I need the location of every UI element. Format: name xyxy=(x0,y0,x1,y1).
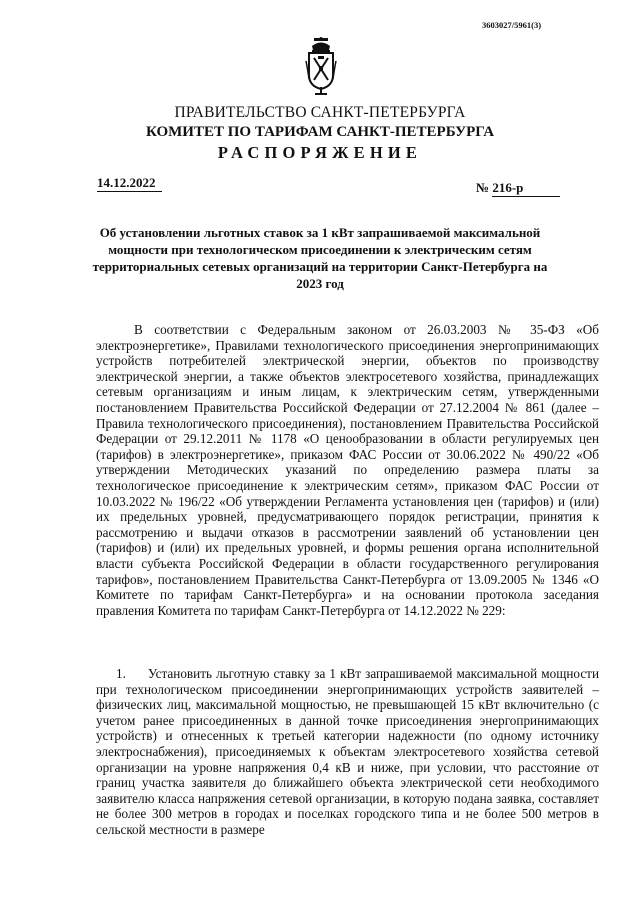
order-type-title: РАСПОРЯЖЕНИЕ xyxy=(217,143,423,162)
order-number-prefix: № xyxy=(476,180,490,195)
order-date: 14.12.2022 xyxy=(97,175,162,192)
preamble-paragraph: В соответствии с Федеральным законом от 26.03.2003 № 35-ФЗ «Об электроэнергетике», Правилами технологического присоединения энергопринимающих устройств потребителей электрической энергии, объектов по производству электрической энергии, а также объектов электросетевого хозяйства, принадлежащих сетевым организациям и иным лицам, к электрическим сетям, утвержденными постановлением Правительства Российской Федерации от 27.12.2004 № 861 (далее – Правила технологического присоединения), постановлением Правительства Российской Федерации от 29.12.2011 № 1178 «О ценообразовании в области регулируемых цен (тарифов) в электроэнергетике», приказом ФАС России от 30.06.2022 № 490/22 «Об утверждении Методических указаний по определению размера платы за технологическое присоединение к электрическим сетям», приказом ФАС России от 10.03.2022 № 196/22 «Об утверждении Регламента установления цен (тарифов) и (или) их предельных уровней, предусматривающего порядок регистрации, принятия к рассмотрению и выдачи отказов в рассмотрении заявлений об установлении цен (тарифов) и (или) их предельных уровней, и формы решения органа исполнительной власти субъекта Российской Федерации в области государственного регулирования тарифов», постановлением Правительства Санкт-Петербурга от 13.09.2005 № 1346 «О Комитете по тарифам Санкт-Петербурга» и на основании протокола заседания правления Комитета по тарифам Санкт-Петербурга от 14.12.2022 № 229: xyxy=(96,322,599,618)
list-item xyxy=(96,666,599,838)
order-number-value: 216-р xyxy=(492,180,560,197)
item-number: 1. xyxy=(116,666,126,681)
order-heading: Об установлении льготных ставок за 1 кВт запрашиваемой максимальной мощности при технологическом присоединении к электрическим сетям территориальных сетевых организаций на территории Санкт-Петербурга на 2023 год xyxy=(92,225,548,291)
government-title: ПРАВИТЕЛЬСТВО САНКТ-ПЕТЕРБУРГА xyxy=(174,104,466,121)
order-number xyxy=(476,180,560,197)
committee-title: КОМИТЕТ ПО ТАРИФАМ САНКТ-ПЕТЕРБУРГА xyxy=(145,124,495,140)
coat-of-arms-icon xyxy=(305,37,337,97)
item-text: Установить льготную ставку за 1 кВт запрашиваемой максимальной мощности при технологическом присоединении энергопринимающих устройств заявителей – физических лиц, максимальной мощностью, не превышающей 15 кВт включительно (с учетом ранее присоединенных в данной точке присоединения энергопринимающих устройств) и отнесенных к третьей категории надежности (по одному источнику электроснабжения), присоединяемых к объектам электросетевого хозяйства сетевой организации на уровне напряжения 0,4 кВ и ниже, при условии, что расстояние от границ участка заявителя до ближайшего объекта электрической сети необходимого заявителю класса напряжения сетевой организации, в которую подана заявка, составляет не более 300 метров в городах и поселках городского типа и не более 500 метров в сельской местности в размере xyxy=(96,666,599,837)
document-number: 3603027/5961(3) xyxy=(482,20,542,30)
